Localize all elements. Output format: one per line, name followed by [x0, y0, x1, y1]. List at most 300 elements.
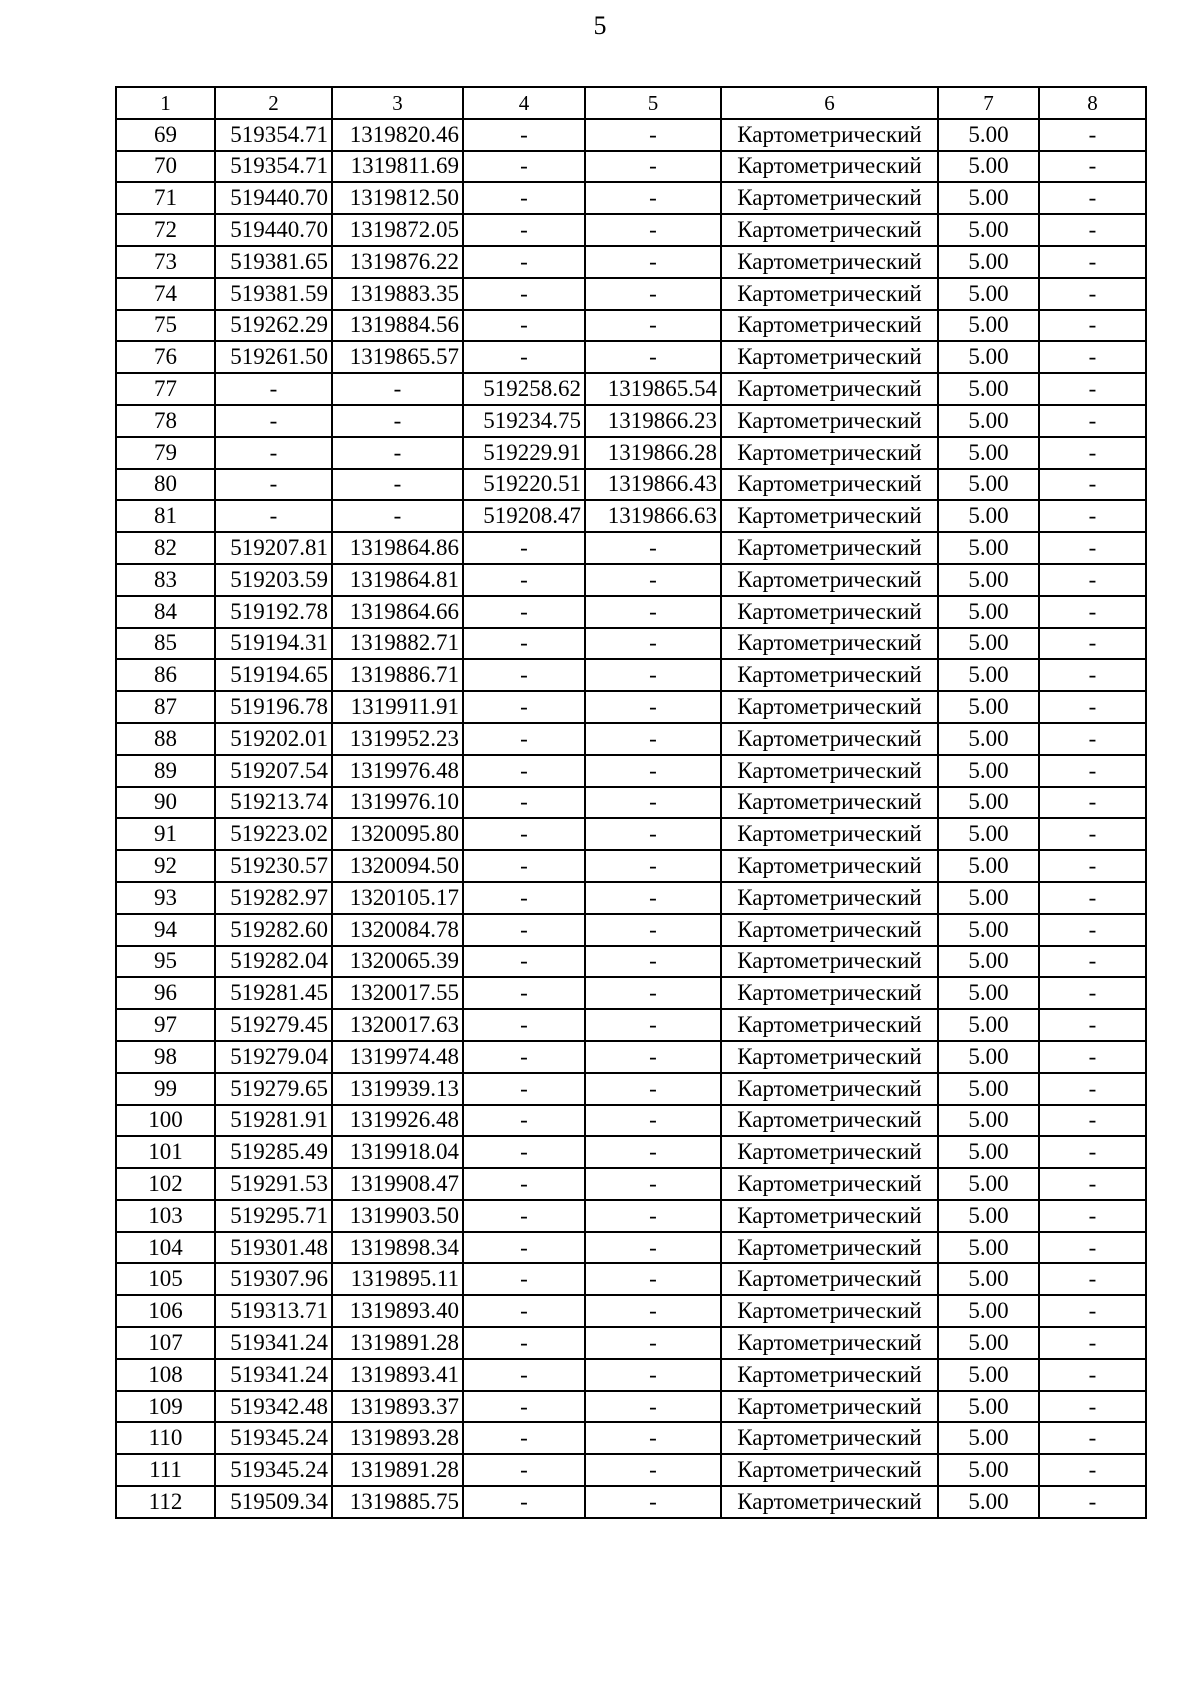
description-cell: - [1039, 119, 1146, 151]
accuracy-cell: 5.00 [938, 1391, 1039, 1423]
accuracy-cell: 5.00 [938, 310, 1039, 342]
table-row [116, 1105, 1146, 1137]
description-cell: - [1039, 1295, 1146, 1327]
x-coordinate-alt-cell: - [463, 1168, 585, 1200]
y-coordinate-alt-cell: - [585, 882, 721, 914]
x-coordinate-alt-cell: - [463, 1136, 585, 1168]
x-coordinate-alt-cell: - [463, 818, 585, 850]
y-coordinate-cell: 1319812.50 [332, 182, 463, 214]
x-coordinate-cell: 519261.50 [215, 341, 332, 373]
y-coordinate-alt-cell: 1319866.63 [585, 500, 721, 532]
accuracy-cell: 5.00 [938, 532, 1039, 564]
method-cell: Картометрический [721, 946, 938, 978]
description-cell: - [1039, 151, 1146, 183]
x-coordinate-cell: 519281.91 [215, 1105, 332, 1137]
table-row [116, 1454, 1146, 1486]
method-cell: Картометрический [721, 1486, 938, 1518]
x-coordinate-cell: 519202.01 [215, 723, 332, 755]
table-row [116, 373, 1146, 405]
table-row [116, 469, 1146, 501]
y-coordinate-cell: 1319911.91 [332, 691, 463, 723]
method-cell: Картометрический [721, 1327, 938, 1359]
table-row [116, 914, 1146, 946]
x-coordinate-cell: 519291.53 [215, 1168, 332, 1200]
point-number-cell: 82 [116, 532, 215, 564]
y-coordinate-alt-cell: - [585, 119, 721, 151]
y-coordinate-cell: 1319976.48 [332, 755, 463, 787]
accuracy-cell: 5.00 [938, 1232, 1039, 1264]
y-coordinate-cell: 1319908.47 [332, 1168, 463, 1200]
y-coordinate-alt-cell: - [585, 151, 721, 183]
x-coordinate-cell: 519354.71 [215, 119, 332, 151]
point-number-cell: 112 [116, 1486, 215, 1518]
accuracy-cell: 5.00 [938, 596, 1039, 628]
x-coordinate-alt-cell: - [463, 310, 585, 342]
table-row [116, 151, 1146, 183]
table-row [116, 691, 1146, 723]
description-cell: - [1039, 596, 1146, 628]
y-coordinate-cell: 1319895.11 [332, 1263, 463, 1295]
method-cell: Картометрический [721, 659, 938, 691]
y-coordinate-cell: 1320065.39 [332, 946, 463, 978]
accuracy-cell: 5.00 [938, 182, 1039, 214]
point-number-cell: 100 [116, 1105, 215, 1137]
method-cell: Картометрический [721, 882, 938, 914]
method-cell: Картометрический [721, 818, 938, 850]
description-cell: - [1039, 310, 1146, 342]
x-coordinate-alt-cell: - [463, 1391, 585, 1423]
x-coordinate-cell: 519192.78 [215, 596, 332, 628]
table-row [116, 564, 1146, 596]
y-coordinate-cell: 1319952.23 [332, 723, 463, 755]
page-number: 5 [593, 11, 607, 40]
y-coordinate-cell: 1319939.13 [332, 1073, 463, 1105]
accuracy-cell: 5.00 [938, 1454, 1039, 1486]
y-coordinate-cell: 1319893.41 [332, 1359, 463, 1391]
x-coordinate-cell: 519301.48 [215, 1232, 332, 1264]
point-number-cell: 108 [116, 1359, 215, 1391]
table-row [116, 818, 1146, 850]
x-coordinate-cell: 519341.24 [215, 1327, 332, 1359]
point-number-cell: 107 [116, 1327, 215, 1359]
x-coordinate-cell: 519282.04 [215, 946, 332, 978]
x-coordinate-alt-cell: - [463, 882, 585, 914]
x-coordinate-alt-cell: - [463, 1263, 585, 1295]
y-coordinate-alt-cell: - [585, 691, 721, 723]
y-coordinate-alt-cell: - [585, 1073, 721, 1105]
description-cell: - [1039, 182, 1146, 214]
method-cell: Картометрический [721, 1295, 938, 1327]
x-coordinate-alt-cell: - [463, 214, 585, 246]
y-coordinate-cell: - [332, 437, 463, 469]
accuracy-cell: 5.00 [938, 882, 1039, 914]
point-number-cell: 97 [116, 1009, 215, 1041]
description-cell: - [1039, 787, 1146, 819]
accuracy-cell: 5.00 [938, 977, 1039, 1009]
y-coordinate-alt-cell: - [585, 1041, 721, 1073]
accuracy-cell: 5.00 [938, 914, 1039, 946]
table-row [116, 246, 1146, 278]
y-coordinate-cell: 1319885.75 [332, 1486, 463, 1518]
point-number-cell: 80 [116, 469, 215, 501]
table-row [116, 341, 1146, 373]
table-row [116, 405, 1146, 437]
y-coordinate-cell: 1320094.50 [332, 850, 463, 882]
x-coordinate-cell: 519341.24 [215, 1359, 332, 1391]
accuracy-cell: 5.00 [938, 1041, 1039, 1073]
x-coordinate-cell: 519354.71 [215, 151, 332, 183]
method-cell: Картометрический [721, 755, 938, 787]
description-cell: - [1039, 469, 1146, 501]
y-coordinate-cell: 1319883.35 [332, 278, 463, 310]
point-number-cell: 69 [116, 119, 215, 151]
point-number-cell: 93 [116, 882, 215, 914]
y-coordinate-cell: - [332, 469, 463, 501]
table-row [116, 755, 1146, 787]
column-header: 8 [1039, 87, 1146, 119]
y-coordinate-alt-cell: - [585, 1295, 721, 1327]
table-row [116, 723, 1146, 755]
y-coordinate-cell: 1319811.69 [332, 151, 463, 183]
method-cell: Картометрический [721, 977, 938, 1009]
description-cell: - [1039, 278, 1146, 310]
table-row [116, 437, 1146, 469]
y-coordinate-alt-cell: - [585, 214, 721, 246]
y-coordinate-cell: 1319865.57 [332, 341, 463, 373]
table-row [116, 310, 1146, 342]
y-coordinate-alt-cell: - [585, 1327, 721, 1359]
column-header: 6 [721, 87, 938, 119]
y-coordinate-alt-cell: - [585, 1486, 721, 1518]
x-coordinate-cell: 519223.02 [215, 818, 332, 850]
point-number-cell: 90 [116, 787, 215, 819]
point-number-cell: 86 [116, 659, 215, 691]
x-coordinate-cell: 519279.04 [215, 1041, 332, 1073]
column-header: 2 [215, 87, 332, 119]
x-coordinate-cell: 519281.45 [215, 977, 332, 1009]
table-row [116, 1232, 1146, 1264]
description-cell: - [1039, 1168, 1146, 1200]
accuracy-cell: 5.00 [938, 1327, 1039, 1359]
method-cell: Картометрический [721, 341, 938, 373]
y-coordinate-alt-cell: - [585, 659, 721, 691]
accuracy-cell: 5.00 [938, 1073, 1039, 1105]
point-number-cell: 98 [116, 1041, 215, 1073]
method-cell: Картометрический [721, 1105, 938, 1137]
accuracy-cell: 5.00 [938, 500, 1039, 532]
y-coordinate-alt-cell: - [585, 1263, 721, 1295]
table-row [116, 1391, 1146, 1423]
description-cell: - [1039, 1486, 1146, 1518]
x-coordinate-alt-cell: - [463, 628, 585, 660]
x-coordinate-alt-cell: - [463, 1041, 585, 1073]
y-coordinate-alt-cell: - [585, 1009, 721, 1041]
description-cell: - [1039, 850, 1146, 882]
method-cell: Картометрический [721, 914, 938, 946]
method-cell: Картометрический [721, 1422, 938, 1454]
table-row [116, 1136, 1146, 1168]
point-number-cell: 89 [116, 755, 215, 787]
accuracy-cell: 5.00 [938, 1295, 1039, 1327]
y-coordinate-alt-cell: 1319865.54 [585, 373, 721, 405]
x-coordinate-alt-cell: - [463, 1200, 585, 1232]
method-cell: Картометрический [721, 469, 938, 501]
y-coordinate-alt-cell: - [585, 787, 721, 819]
x-coordinate-alt-cell: 519208.47 [463, 500, 585, 532]
y-coordinate-alt-cell: - [585, 341, 721, 373]
description-cell: - [1039, 532, 1146, 564]
point-number-cell: 87 [116, 691, 215, 723]
table-row [116, 532, 1146, 564]
method-cell: Картометрический [721, 628, 938, 660]
y-coordinate-alt-cell: - [585, 596, 721, 628]
y-coordinate-alt-cell: - [585, 1105, 721, 1137]
method-cell: Картометрический [721, 405, 938, 437]
y-coordinate-cell: 1319891.28 [332, 1327, 463, 1359]
description-cell: - [1039, 1454, 1146, 1486]
y-coordinate-alt-cell: - [585, 850, 721, 882]
y-coordinate-cell: 1320095.80 [332, 818, 463, 850]
point-number-cell: 83 [116, 564, 215, 596]
x-coordinate-cell: - [215, 373, 332, 405]
x-coordinate-alt-cell: - [463, 1486, 585, 1518]
point-number-cell: 101 [116, 1136, 215, 1168]
y-coordinate-cell: 1319882.71 [332, 628, 463, 660]
x-coordinate-cell: 519342.48 [215, 1391, 332, 1423]
table-row [116, 977, 1146, 1009]
y-coordinate-cell: 1319903.50 [332, 1200, 463, 1232]
x-coordinate-alt-cell: 519229.91 [463, 437, 585, 469]
table-row [116, 119, 1146, 151]
column-header: 7 [938, 87, 1039, 119]
x-coordinate-cell: 519285.49 [215, 1136, 332, 1168]
description-cell: - [1039, 437, 1146, 469]
accuracy-cell: 5.00 [938, 659, 1039, 691]
method-cell: Картометрический [721, 1200, 938, 1232]
method-cell: Картометрический [721, 723, 938, 755]
description-cell: - [1039, 1009, 1146, 1041]
table-row [116, 1422, 1146, 1454]
y-coordinate-cell: 1319893.28 [332, 1422, 463, 1454]
point-number-cell: 95 [116, 946, 215, 978]
x-coordinate-cell: 519279.65 [215, 1073, 332, 1105]
method-cell: Картометрический [721, 691, 938, 723]
y-coordinate-cell: 1320017.55 [332, 977, 463, 1009]
x-coordinate-alt-cell: - [463, 659, 585, 691]
accuracy-cell: 5.00 [938, 1136, 1039, 1168]
x-coordinate-alt-cell: - [463, 182, 585, 214]
x-coordinate-alt-cell: - [463, 787, 585, 819]
point-number-cell: 99 [116, 1073, 215, 1105]
y-coordinate-alt-cell: - [585, 1422, 721, 1454]
point-number-cell: 111 [116, 1454, 215, 1486]
x-coordinate-cell: 519381.59 [215, 278, 332, 310]
y-coordinate-alt-cell: - [585, 1391, 721, 1423]
method-cell: Картометрический [721, 1391, 938, 1423]
x-coordinate-alt-cell: - [463, 977, 585, 1009]
table-row [116, 1168, 1146, 1200]
y-coordinate-alt-cell: - [585, 946, 721, 978]
accuracy-cell: 5.00 [938, 278, 1039, 310]
point-number-cell: 103 [116, 1200, 215, 1232]
y-coordinate-cell: 1319891.28 [332, 1454, 463, 1486]
table-row [116, 882, 1146, 914]
y-coordinate-alt-cell: - [585, 564, 721, 596]
x-coordinate-cell: 519196.78 [215, 691, 332, 723]
method-cell: Картометрический [721, 151, 938, 183]
accuracy-cell: 5.00 [938, 151, 1039, 183]
table-row [116, 596, 1146, 628]
x-coordinate-alt-cell: - [463, 151, 585, 183]
accuracy-cell: 5.00 [938, 946, 1039, 978]
y-coordinate-cell: 1319864.66 [332, 596, 463, 628]
x-coordinate-alt-cell: - [463, 1295, 585, 1327]
x-coordinate-cell: 519230.57 [215, 850, 332, 882]
y-coordinate-alt-cell: - [585, 278, 721, 310]
y-coordinate-alt-cell: - [585, 1136, 721, 1168]
method-cell: Картометрический [721, 1009, 938, 1041]
y-coordinate-alt-cell: - [585, 914, 721, 946]
point-number-cell: 102 [116, 1168, 215, 1200]
x-coordinate-alt-cell: - [463, 1232, 585, 1264]
x-coordinate-alt-cell: - [463, 946, 585, 978]
description-cell: - [1039, 405, 1146, 437]
description-cell: - [1039, 1359, 1146, 1391]
description-cell: - [1039, 723, 1146, 755]
x-coordinate-alt-cell: - [463, 119, 585, 151]
y-coordinate-cell: - [332, 373, 463, 405]
description-cell: - [1039, 1041, 1146, 1073]
x-coordinate-alt-cell: - [463, 278, 585, 310]
y-coordinate-cell: 1319893.37 [332, 1391, 463, 1423]
y-coordinate-cell: 1319872.05 [332, 214, 463, 246]
accuracy-cell: 5.00 [938, 564, 1039, 596]
accuracy-cell: 5.00 [938, 246, 1039, 278]
accuracy-cell: 5.00 [938, 373, 1039, 405]
table-row [116, 1359, 1146, 1391]
point-number-cell: 94 [116, 914, 215, 946]
y-coordinate-alt-cell: - [585, 1168, 721, 1200]
point-number-cell: 77 [116, 373, 215, 405]
x-coordinate-alt-cell: - [463, 564, 585, 596]
method-cell: Картометрический [721, 532, 938, 564]
x-coordinate-cell: 519345.24 [215, 1454, 332, 1486]
table-body [116, 87, 1146, 1518]
description-cell: - [1039, 1327, 1146, 1359]
method-cell: Картометрический [721, 596, 938, 628]
y-coordinate-cell: 1319974.48 [332, 1041, 463, 1073]
method-cell: Картометрический [721, 1359, 938, 1391]
y-coordinate-cell: 1319976.10 [332, 787, 463, 819]
point-number-cell: 72 [116, 214, 215, 246]
accuracy-cell: 5.00 [938, 787, 1039, 819]
method-cell: Картометрический [721, 1263, 938, 1295]
description-cell: - [1039, 659, 1146, 691]
description-cell: - [1039, 1391, 1146, 1423]
x-coordinate-alt-cell: - [463, 1422, 585, 1454]
x-coordinate-alt-cell: - [463, 914, 585, 946]
y-coordinate-alt-cell: - [585, 246, 721, 278]
method-cell: Картометрический [721, 373, 938, 405]
x-coordinate-alt-cell: - [463, 1073, 585, 1105]
y-coordinate-alt-cell: - [585, 723, 721, 755]
description-cell: - [1039, 564, 1146, 596]
y-coordinate-cell: 1320105.17 [332, 882, 463, 914]
accuracy-cell: 5.00 [938, 1486, 1039, 1518]
table-row [116, 1295, 1146, 1327]
table-header-row [116, 87, 1146, 119]
table-row [116, 1009, 1146, 1041]
y-coordinate-alt-cell: - [585, 1200, 721, 1232]
point-number-cell: 91 [116, 818, 215, 850]
point-number-cell: 88 [116, 723, 215, 755]
y-coordinate-cell: 1319918.04 [332, 1136, 463, 1168]
x-coordinate-cell: 519279.45 [215, 1009, 332, 1041]
x-coordinate-cell: - [215, 405, 332, 437]
description-cell: - [1039, 214, 1146, 246]
x-coordinate-alt-cell: - [463, 1327, 585, 1359]
accuracy-cell: 5.00 [938, 437, 1039, 469]
point-number-cell: 106 [116, 1295, 215, 1327]
accuracy-cell: 5.00 [938, 1263, 1039, 1295]
y-coordinate-cell: 1319893.40 [332, 1295, 463, 1327]
accuracy-cell: 5.00 [938, 1422, 1039, 1454]
point-number-cell: 104 [116, 1232, 215, 1264]
x-coordinate-alt-cell: - [463, 755, 585, 787]
point-number-cell: 109 [116, 1391, 215, 1423]
x-coordinate-alt-cell: 519234.75 [463, 405, 585, 437]
y-coordinate-cell: 1319898.34 [332, 1232, 463, 1264]
description-cell: - [1039, 977, 1146, 1009]
method-cell: Картометрический [721, 437, 938, 469]
point-number-cell: 73 [116, 246, 215, 278]
x-coordinate-cell: 519282.97 [215, 882, 332, 914]
point-number-cell: 105 [116, 1263, 215, 1295]
x-coordinate-cell: 519207.54 [215, 755, 332, 787]
table-row [116, 214, 1146, 246]
y-coordinate-alt-cell: - [585, 1232, 721, 1264]
method-cell: Картометрический [721, 1168, 938, 1200]
y-coordinate-cell: - [332, 500, 463, 532]
method-cell: Картометрический [721, 119, 938, 151]
description-cell: - [1039, 373, 1146, 405]
point-number-cell: 76 [116, 341, 215, 373]
x-coordinate-cell: 519440.70 [215, 214, 332, 246]
table-row [116, 787, 1146, 819]
x-coordinate-alt-cell: - [463, 596, 585, 628]
table-row [116, 182, 1146, 214]
method-cell: Картометрический [721, 500, 938, 532]
x-coordinate-cell: 519203.59 [215, 564, 332, 596]
table-row [116, 628, 1146, 660]
y-coordinate-alt-cell: 1319866.43 [585, 469, 721, 501]
y-coordinate-alt-cell: 1319866.23 [585, 405, 721, 437]
point-number-cell: 92 [116, 850, 215, 882]
point-number-cell: 85 [116, 628, 215, 660]
y-coordinate-cell: 1319820.46 [332, 119, 463, 151]
point-number-cell: 78 [116, 405, 215, 437]
y-coordinate-cell: 1319864.86 [332, 532, 463, 564]
accuracy-cell: 5.00 [938, 405, 1039, 437]
table-row [116, 1073, 1146, 1105]
accuracy-cell: 5.00 [938, 691, 1039, 723]
table-row [116, 1486, 1146, 1518]
point-number-cell: 96 [116, 977, 215, 1009]
accuracy-cell: 5.00 [938, 1168, 1039, 1200]
method-cell: Картометрический [721, 1232, 938, 1264]
accuracy-cell: 5.00 [938, 1359, 1039, 1391]
accuracy-cell: 5.00 [938, 1200, 1039, 1232]
